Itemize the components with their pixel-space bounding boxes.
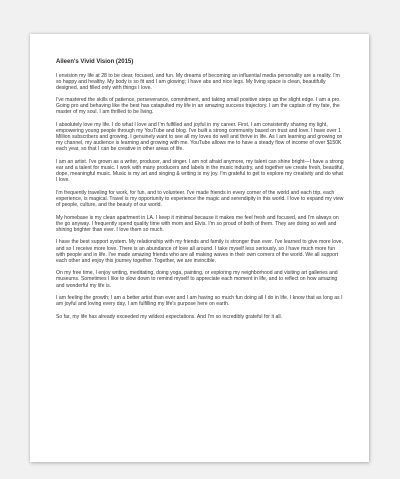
paragraph-growth: I am feeling the growth; I am a better artist than ever and I am having so much fun doing all I do in life. I know that as long as I am joyful and loving every day, I am fulfilling my life's purpose here on earth. [56, 295, 343, 308]
paragraph-skills: I've mastered the skills of patience, perseverance, commitment, and taking small positive steps up the slight edge. I am a pro. Going pro and behaving like the best has catapulted my life in an amazing success trajectory. I am the captain of my fate, the master of my soul. I am thrilled to be living. [56, 97, 341, 116]
paragraph-support-system: I have the best support system. My relationship with my friends and family is stronger than ever. I've learned to give more love, and so I receive more love. There is an abundance of love all around. I take myself less seriously, so I have much more fun with people and in life. I've made amazing friends who are all making waves in their own corners of the world. We all support each other and enjoy this journey together. Together, we are invincible. [56, 239, 343, 264]
paragraph-youtube: I absolutely love my life. I do what I love and I'm fulfilled and joyful in my career. First, I am consistently sharing my light, empowering young people through my YouTube and blog. I've built a strong community based on trust and love. I have over 1 Million subscribers and growing. I genuinely want to see all my loves do well and thrive in life. As I am learning and growing on my channel, my audience is learning and growing with me. YouTube allows me to have a steady flow of income of over $150K each year, so that I can be creative in other areas of life. [56, 122, 343, 153]
paragraph-career-vision: I envision my life at 28 to be clear, focused, and fun. My dreams of becoming an influential media personality are a reality. I'm so happy and healthy. My body is so fit and I am glowing; I have abs and nice legs. My living space is clean, beautifully designed, and filled only with things I love. [56, 72, 340, 91]
paragraph-gratitude: So far, my life has already exceeded my wildest expectations. And I'm so incredibly grateful for it all. [56, 313, 283, 320]
document-page [30, 34, 369, 462]
paragraph-homebase: My homebase is my clean apartment in LA. I keep it minimal because it makes me feel fresh and focused, and I'm always on the go anyway. I frequently spend quality time with mom and Elvis. I'm so proud of both of them. They are doing so well and shining brighter than ever. I love them so much. [56, 214, 339, 233]
document-title: Aileen's Vivid Vision (2015) [56, 59, 134, 65]
paragraph-artist: I am an artist. I've grown as a writer, producer, and singer. I am not afraid anymore, my talent can shine bright—I have a strong ear and a talent for music. I work with many producers and labels in the music industry, and together we create fresh, beautiful, dope, meaningful music. Music is my art and singing & writing is my joy. I'm grateful to get to explore my creativity and do what I love. [56, 159, 344, 184]
paragraph-free-time: On my free time, I enjoy writing, meditating, doing yoga, painting, or exploring my neighborhood and visiting art galleries and museums. Sometimes I like to slow down to remind myself to appreciate each moment in life, and to reflect on how amazing and wonderful my life is. [56, 270, 338, 289]
paragraph-travel: I'm frequently traveling for work, for fun, and to volunteer. I've made friends in every corner of the world and each trip, each experience, is magical. Travel is my opportunity to experience the magic and serendipity in this world. I love to expand my view of people, culture, and the beauty of our world. [56, 189, 344, 209]
